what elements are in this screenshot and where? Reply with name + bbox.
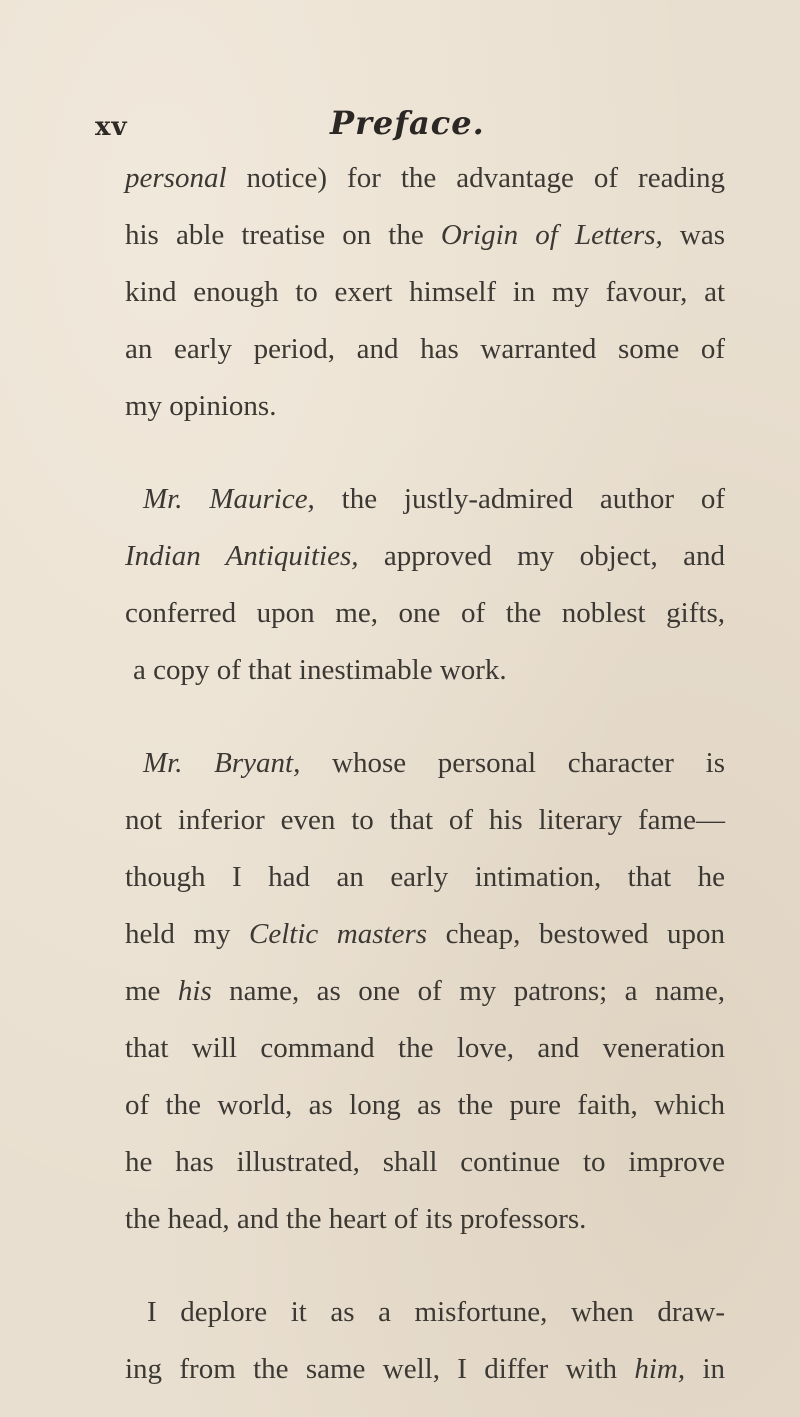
text-line: Mr. Maurice, the justly-admired author of bbox=[143, 483, 725, 515]
running-head: Preface. bbox=[330, 104, 485, 142]
text-line: though I had an early intimation, that he bbox=[125, 861, 725, 893]
paragraph-3 bbox=[125, 735, 725, 1248]
text-line: he has illustrated, shall continue to improve bbox=[125, 1146, 725, 1178]
text-line: my opinions. bbox=[125, 390, 277, 422]
text-line: Indian Antiquities, approved my object, and bbox=[125, 540, 725, 572]
text-line: I deplore it as a misfortune, when draw- bbox=[147, 1296, 725, 1328]
text-line: of the world, as long as the pure faith, which bbox=[125, 1089, 725, 1121]
text-line: his able treatise on the Origin of Letters, was bbox=[125, 219, 725, 251]
page-number: xv bbox=[95, 112, 128, 142]
text-line: that will command the love, and veneration bbox=[125, 1032, 725, 1064]
paragraph-4 bbox=[125, 1284, 725, 1398]
text-line: ing from the same well, I differ with him, in bbox=[125, 1353, 725, 1385]
text-line: not inferior even to that of his literary fame— bbox=[125, 804, 725, 836]
text-line: Mr. Bryant, whose personal character is bbox=[143, 747, 725, 779]
text-line: held my Celtic masters cheap, bestowed upon bbox=[125, 918, 725, 950]
paragraph-1 bbox=[125, 150, 725, 435]
text-line: an early period, and has warranted some of bbox=[125, 333, 725, 365]
text-line: conferred upon me, one of the noblest gifts, bbox=[125, 597, 725, 629]
paragraph-2 bbox=[125, 471, 725, 699]
text-line: the head, and the heart of its professors. bbox=[125, 1203, 587, 1235]
text-line: kind enough to exert himself in my favour, at bbox=[125, 276, 725, 308]
text-line: a copy of that inestimable work. bbox=[133, 654, 507, 686]
text-line: me his name, as one of my patrons; a name, bbox=[125, 975, 725, 1007]
text-line: personal notice) for the advantage of reading bbox=[125, 162, 725, 194]
body-text bbox=[125, 150, 725, 1398]
page-header bbox=[95, 100, 695, 150]
